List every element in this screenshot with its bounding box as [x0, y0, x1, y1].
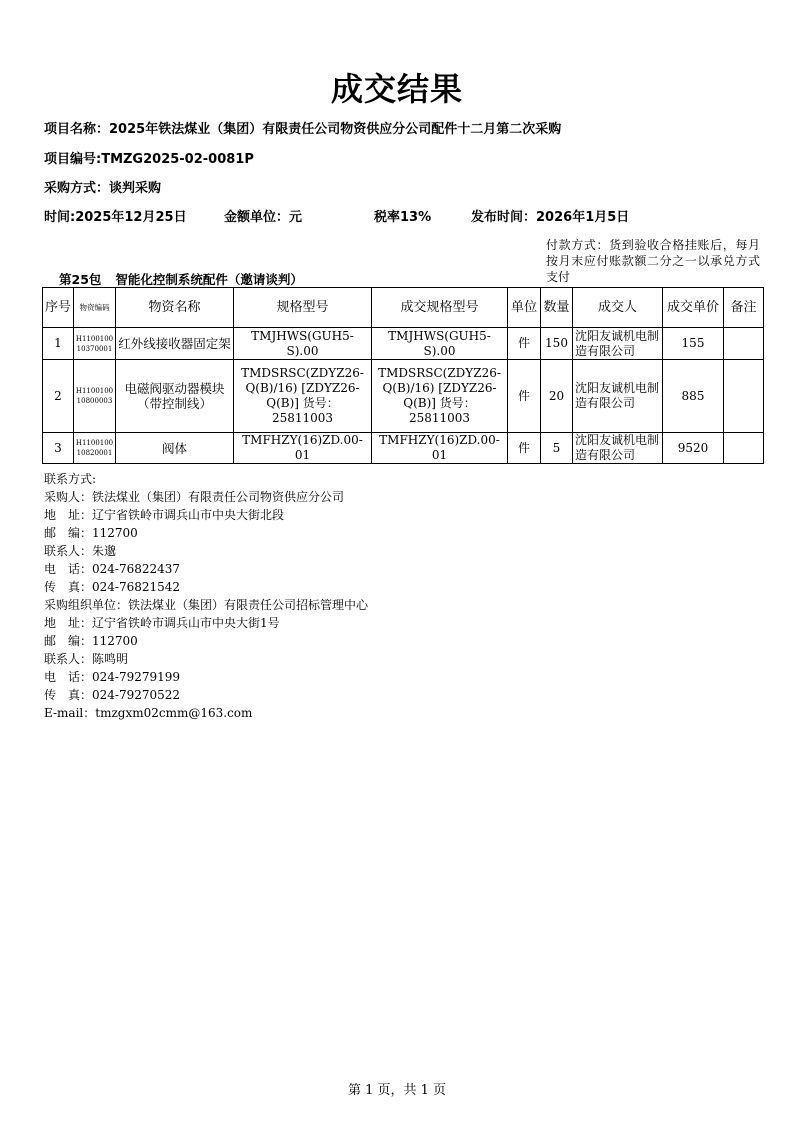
row-unit: 件: [508, 360, 541, 433]
row-deal-spec: TMJHWS(GUH5-S).00: [372, 328, 508, 360]
row-spec: TMJHWS(GUH5-S).00: [234, 328, 372, 360]
row-price: 9520: [663, 433, 724, 464]
header-supplier: 成交人: [573, 288, 663, 328]
time-field: [44, 206, 187, 225]
results-table: [42, 287, 764, 464]
currency-label: 金额单位：: [224, 210, 290, 225]
buyer-fax: 传 真：024-76821542: [44, 580, 181, 594]
row-code: H1100100 10370001: [74, 328, 116, 360]
package-number: 第25包: [59, 272, 102, 287]
row-spec: TMDSRSC(ZDYZ26-Q(B)/16) [ZDYZ26-Q(B)] 货号：25811003: [234, 360, 372, 433]
agency-fax: 传 真：024-79270522: [44, 688, 181, 702]
time-value: 2025年12月25日: [75, 210, 187, 225]
header-remark: 备注: [724, 288, 764, 328]
header-qty: 数量: [541, 288, 573, 328]
row-name: 红外线接收器固定架: [116, 328, 234, 360]
buyer-postcode: 邮 编：112700: [44, 526, 138, 540]
header-no: 序号: [43, 288, 74, 328]
row-remark: [724, 433, 764, 464]
agency-name: 采购组织单位：铁法煤业（集团）有限责任公司招标管理中心: [44, 598, 369, 612]
agency-contact-person: 联系人：陈鸣明: [44, 652, 129, 666]
email: E-mail：tmzgxm02cmm@163.com: [44, 706, 253, 720]
project-name: 2025年铁法煤业（集团）有限责任公司物资供应分公司配件十二月第二次采购: [109, 122, 562, 137]
row-supplier: 沈阳友诚机电制造有限公司: [573, 433, 663, 464]
contact-section: [44, 470, 368, 722]
row-price: 155: [663, 328, 724, 360]
row-name: 阀体: [116, 433, 234, 464]
document-title: 成交结果: [330, 70, 463, 108]
row-no: 2: [43, 360, 74, 433]
table-row: [43, 433, 764, 464]
publish-time-field: [471, 206, 629, 225]
project-name-line: [44, 118, 561, 137]
header-price: 成交单价: [663, 288, 724, 328]
row-deal-spec: TMFHZY(16)ZD.00-01: [372, 433, 508, 464]
row-deal-spec: TMDSRSC(ZDYZ26-Q(B)/16) [ZDYZ26-Q(B)] 货号：25811003: [372, 360, 508, 433]
page-number: 第 1 页，共 1 页: [347, 1083, 447, 1098]
tax-rate: 税率13%: [374, 210, 432, 225]
agency-address: 地 址：辽宁省铁岭市调兵山市中央大街1号: [44, 616, 280, 630]
buyer-name: 采购人：铁法煤业（集团）有限责任公司物资供应分公司: [44, 490, 345, 504]
table-row: [43, 360, 764, 433]
project-number-label: 项目编号:: [44, 152, 102, 167]
project-number-line: [44, 148, 254, 167]
agency-postcode: 邮 编：112700: [44, 634, 138, 648]
row-spec: TMFHZY(16)ZD.00-01: [234, 433, 372, 464]
currency-field: [224, 206, 302, 225]
row-qty: 20: [541, 360, 573, 433]
row-remark: [724, 360, 764, 433]
row-unit: 件: [508, 433, 541, 464]
header-spec: 规格型号: [234, 288, 372, 328]
buyer-contact-person: 联系人：朱邈: [44, 544, 117, 558]
publish-date: 2026年1月5日: [536, 210, 630, 225]
project-name-label: 项目名称：: [44, 122, 110, 137]
header-unit: 单位: [508, 288, 541, 328]
row-price: 885: [663, 360, 724, 433]
package-name: 智能化控制系统配件（邀请谈判）: [115, 272, 303, 287]
row-supplier: 沈阳友诚机电制造有限公司: [573, 328, 663, 360]
procurement-method-line: [44, 177, 161, 196]
buyer-phone: 电 话：024-76822437: [44, 562, 181, 576]
publish-time-label: 发布时间：: [471, 210, 537, 225]
header-name: 物资名称: [116, 288, 234, 328]
table-row: [43, 328, 764, 360]
header-deal-spec: 成交规格型号: [372, 288, 508, 328]
row-code: H1100100 10820001: [74, 433, 116, 464]
procurement-method-label: 采购方式：: [44, 181, 110, 196]
buyer-address: 地 址：辽宁省铁岭市调兵山市中央大街北段: [44, 508, 285, 522]
row-name: 电磁阀驱动器模块（带控制线）: [116, 360, 234, 433]
payment-terms: 付款方式：货到验收合格挂账后，每月按月末应付账款额二分之一以承兑方式支付: [546, 238, 760, 284]
currency-value: 元: [289, 210, 303, 225]
row-code: H1100100 10800003: [74, 360, 116, 433]
row-no: 3: [43, 433, 74, 464]
agency-phone: 电 话：024-79279199: [44, 670, 181, 684]
header-code: 物资编码: [74, 288, 116, 328]
project-number: TMZG2025-02-0081P: [101, 152, 254, 167]
contact-heading: 联系方式:: [44, 472, 97, 486]
row-unit: 件: [508, 328, 541, 360]
row-qty: 5: [541, 433, 573, 464]
procurement-method: 谈判采购: [109, 181, 162, 196]
package-heading: [59, 270, 303, 288]
row-remark: [724, 328, 764, 360]
table-header-row: [43, 288, 764, 328]
row-supplier: 沈阳友诚机电制造有限公司: [573, 360, 663, 433]
time-label: 时间:: [44, 210, 76, 225]
row-qty: 150: [541, 328, 573, 360]
row-no: 1: [43, 328, 74, 360]
